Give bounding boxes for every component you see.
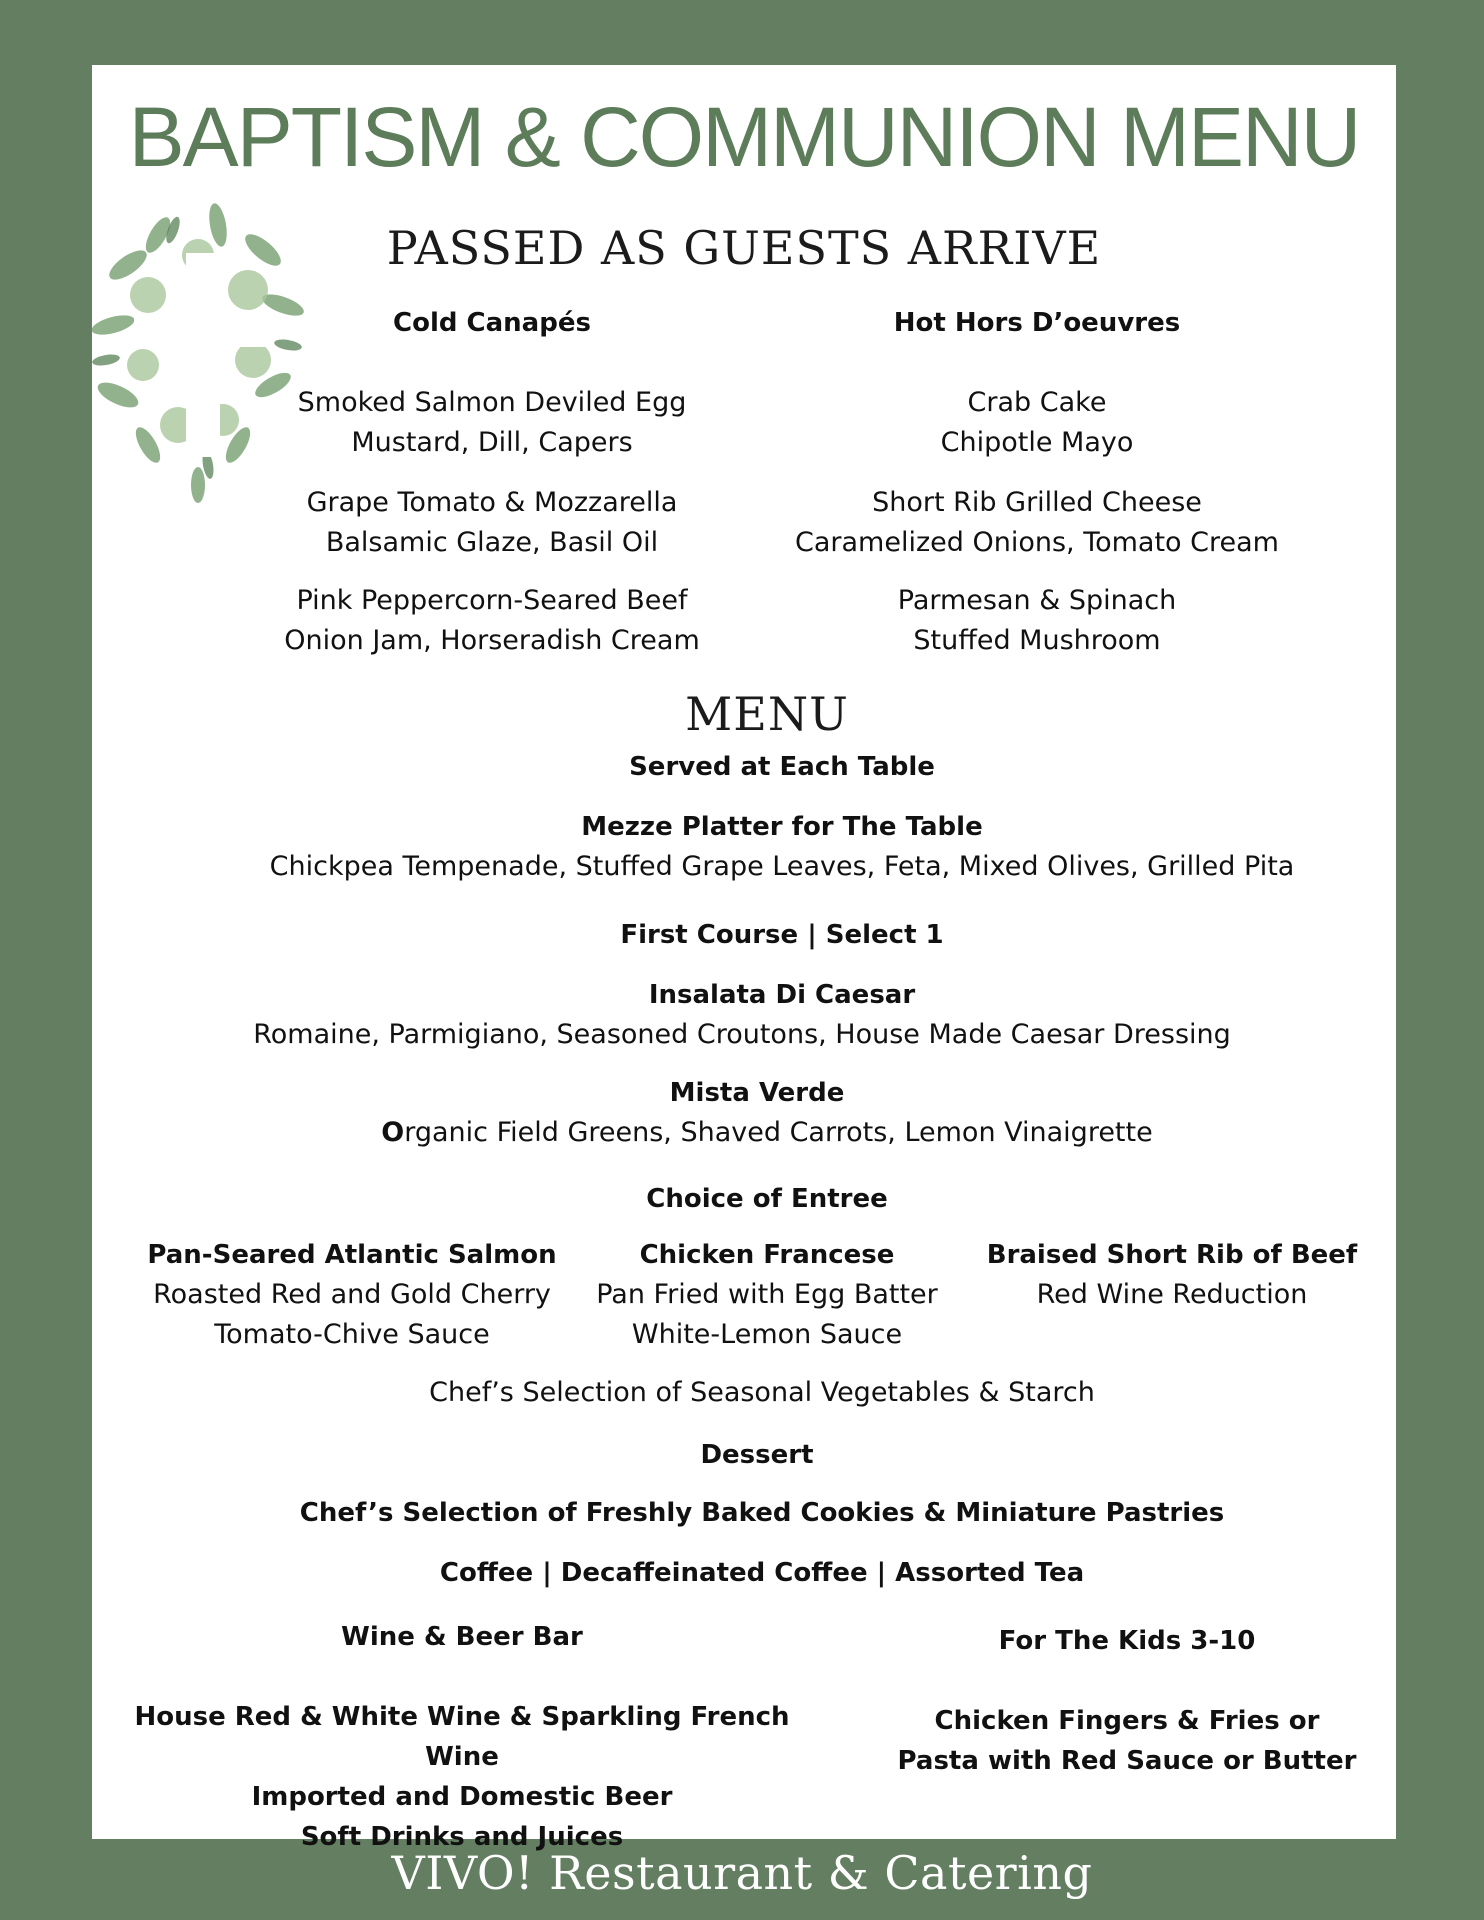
first-course-heading: First Course | Select 1 xyxy=(620,920,944,950)
entree-line: Pan Fried with Egg Batter xyxy=(596,1279,938,1310)
hot-item-desc: Caramelized Onions, Tomato Cream xyxy=(795,527,1279,558)
verde-desc-rest: rganic Field Greens, Shaved Carrots, Lemon Vinaigrette xyxy=(404,1117,1153,1148)
cold-item-name: Smoked Salmon Deviled Egg xyxy=(297,387,687,418)
kids-line: Pasta with Red Sauce or Butter xyxy=(897,1746,1357,1776)
hot-item xyxy=(762,483,1312,563)
cold-item-desc: Mustard, Dill, Capers xyxy=(351,427,633,458)
caesar-name: Insalata Di Caesar xyxy=(648,980,916,1010)
cold-item-desc: Onion Jam, Horseradish Cream xyxy=(284,625,700,656)
kids-line: Chicken Fingers & Fries or xyxy=(934,1706,1320,1736)
entree-name: Braised Short Rib of Beef xyxy=(986,1240,1358,1270)
menu-heading: MENU xyxy=(685,687,849,741)
mezze-name: Mezze Platter for The Table xyxy=(581,812,983,842)
hot-item xyxy=(762,581,1312,661)
footer-brand: VIVO! Restaurant & Catering xyxy=(391,1846,1093,1900)
verde-desc xyxy=(92,1113,1442,1153)
coffee-text: Coffee | Decaffeinated Coffee | Assorted Tea xyxy=(439,1558,1085,1588)
kids-list xyxy=(892,1701,1362,1781)
mezze-desc: Chickpea Tempenade, Stuffed Grape Leaves, Feta, Mixed Olives, Grilled Pita xyxy=(269,851,1295,882)
entree-name: Chicken Francese xyxy=(639,1240,895,1270)
kids-heading: For The Kids 3-10 xyxy=(998,1626,1256,1656)
cold-item xyxy=(242,581,742,661)
hot-item-name: Short Rib Grilled Cheese xyxy=(872,487,1202,518)
bar-list xyxy=(102,1697,822,1857)
hot-item-desc: Stuffed Mushroom xyxy=(913,625,1161,656)
cold-item-name: Grape Tomato & Mozzarella xyxy=(306,487,678,518)
entree-line: Tomato-Chive Sauce xyxy=(214,1319,490,1350)
hot-item-name: Crab Cake xyxy=(967,387,1107,418)
entree-line: White-Lemon Sauce xyxy=(631,1319,903,1350)
passed-heading: PASSED AS GUESTS ARRIVE xyxy=(386,221,1102,275)
hot-item-name: Parmesan & Spinach xyxy=(897,585,1177,616)
entree-heading: Choice of Entree xyxy=(646,1184,888,1214)
entree-line: Roasted Red and Gold Cherry xyxy=(153,1279,551,1310)
cold-item-desc: Balsamic Glaze, Basil Oil xyxy=(325,527,659,558)
cold-item xyxy=(242,383,742,463)
entree-option xyxy=(132,1235,572,1355)
caesar-desc: Romaine, Parmigiano, Seasoned Croutons, House Made Caesar Dressing xyxy=(253,1019,1231,1050)
bar-line: Imported and Domestic Beer xyxy=(251,1782,673,1812)
cold-item xyxy=(242,483,742,563)
verde-desc-first: O xyxy=(381,1117,405,1148)
bar-line: Soft Drinks and Juices xyxy=(300,1822,624,1852)
dessert-desc: Chef’s Selection of Freshly Baked Cookies & Miniature Pastries xyxy=(299,1498,1225,1528)
bar-heading: Wine & Beer Bar xyxy=(341,1622,583,1652)
bar-line: House Red & White Wine & Sparkling French Wine xyxy=(134,1702,790,1772)
served-heading: Served at Each Table xyxy=(629,752,935,782)
entree-option xyxy=(582,1235,952,1355)
page-title: BAPTISM & COMMUNION MENU xyxy=(128,90,1360,184)
hot-hors-doeuvres-heading: Hot Hors D’oeuvres xyxy=(893,308,1181,338)
menu-panel xyxy=(92,65,1396,1852)
entree-name: Pan-Seared Atlantic Salmon xyxy=(147,1240,557,1270)
cold-item-name: Pink Peppercorn-Seared Beef xyxy=(296,585,688,616)
sides-text: Chef’s Selection of Seasonal Vegetables & Starch xyxy=(429,1377,1095,1408)
hot-item-desc: Chipotle Mayo xyxy=(940,427,1134,458)
entree-line: Red Wine Reduction xyxy=(1036,1279,1308,1310)
entree-option xyxy=(962,1235,1382,1315)
cold-canapes-heading: Cold Canapés xyxy=(393,308,591,338)
verde-name: Mista Verde xyxy=(669,1078,845,1108)
hot-item xyxy=(762,383,1312,463)
dessert-heading: Dessert xyxy=(700,1440,814,1470)
